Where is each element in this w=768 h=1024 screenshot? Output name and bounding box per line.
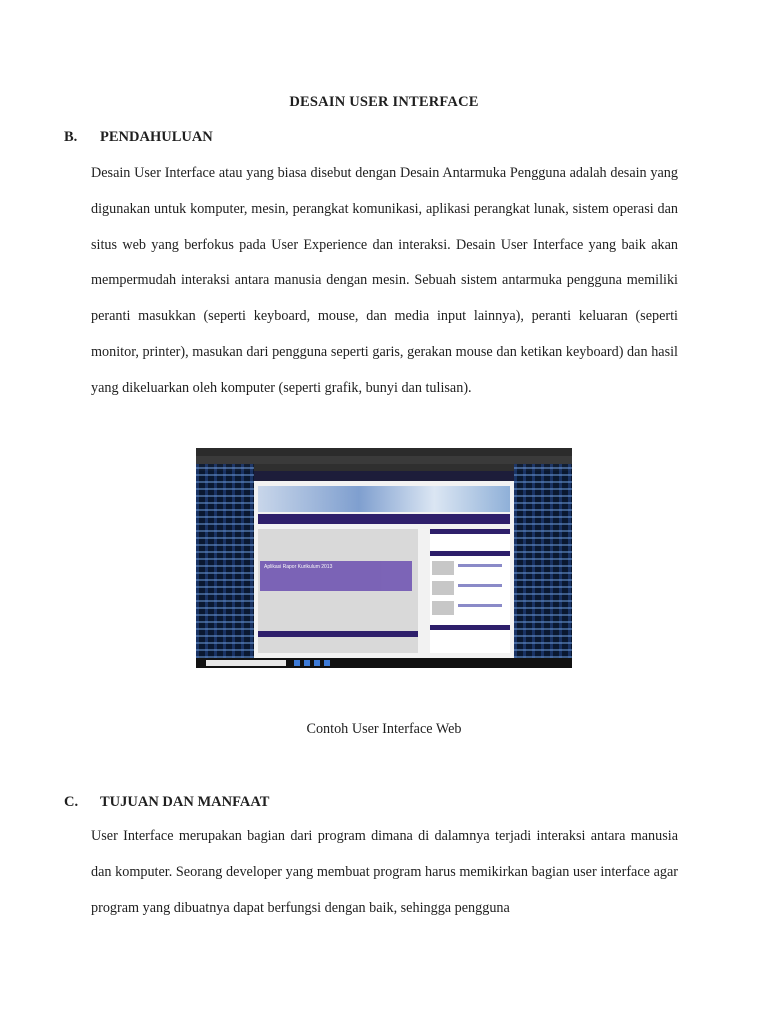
taskbar-app-icon — [304, 660, 310, 666]
sidebar-header-bar — [430, 529, 510, 534]
website-page — [254, 471, 514, 658]
taskbar-app-icon — [314, 660, 320, 666]
sidebar-post-title-line — [458, 564, 502, 567]
browser-address-bar — [196, 456, 572, 464]
figure-caption: Contoh User Interface Web — [306, 721, 462, 737]
sidebar-post-title-line — [458, 584, 502, 587]
windows-taskbar — [196, 658, 572, 668]
sidebar-tabs-bar — [430, 551, 510, 556]
website-featured-post — [260, 561, 412, 591]
featured-post-title: Aplikasi Rapor Kurikulum 2013 — [264, 564, 333, 570]
section-title: TUJUAN DAN MANFAAT — [100, 794, 270, 810]
browser-tab-bar — [196, 448, 572, 456]
section-paragraph-pendahuluan: Desain User Interface atau yang biasa disebut dengan Desain Antarmuka Pengguna adalah desain yang digunakan untuk komputer, mesin, perangkat komunikasi, aplikasi perangkat lunak, sistem operasi dan situs web yang berfokus pada User Experience dan interaksi. Desain User Interface yang baik akan mempermudah interaksi antara manusia dengan mesin. Sebuah sistem antarmuka pengguna memiliki peranti masukkan (seperti keyboard, mouse, dan media input lainnya), peranti keluaran (seperti monitor, printer), masukan dari pengguna seperti garis, gerakan mouse dan ketikan keyboard) dan hasil yang dikeluarkan oleh komputer (seperti grafik, bunyi dan tulisan). — [91, 165, 678, 396]
sidebar-post-thumbnail — [432, 581, 454, 595]
taskbar-app-icon — [294, 660, 300, 666]
desktop-wallpaper-left — [196, 464, 254, 658]
section-paragraph-tujuan-dan-manfaat: User Interface merupakan bagian dari program dimana di dalamnya terjadi interaksi antara manusia dan komputer. Seorang developer yang membuat program harus memikirkan bagian user interface agar program yang dibuatnya dapat berfungsi dengan baik, sehingga pengguna — [91, 828, 678, 916]
section-number: C. — [64, 794, 79, 810]
sidebar-post-thumbnail — [432, 601, 454, 615]
taskbar-app-icon — [324, 660, 330, 666]
website-top-strip — [254, 471, 514, 481]
section-number: B. — [64, 129, 78, 145]
web-ui-screenshot-figure — [196, 448, 572, 668]
document-title: DESAIN USER INTERFACE — [289, 94, 479, 110]
website-sidebar — [430, 529, 510, 653]
taskbar-search-box — [206, 660, 286, 666]
website-header-banner — [258, 486, 510, 512]
sidebar-post-thumbnail — [432, 561, 454, 575]
website-recent-posts-bar — [258, 631, 418, 637]
sidebar-post-title-line — [458, 604, 502, 607]
section-heading-pendahuluan — [64, 129, 684, 149]
section-heading-tujuan-dan-manfaat — [64, 794, 684, 814]
section-title: PENDAHULUAN — [100, 129, 213, 145]
sidebar-footer-bar — [430, 625, 510, 630]
desktop-wallpaper-right — [514, 464, 572, 658]
website-nav-bar — [258, 514, 510, 524]
